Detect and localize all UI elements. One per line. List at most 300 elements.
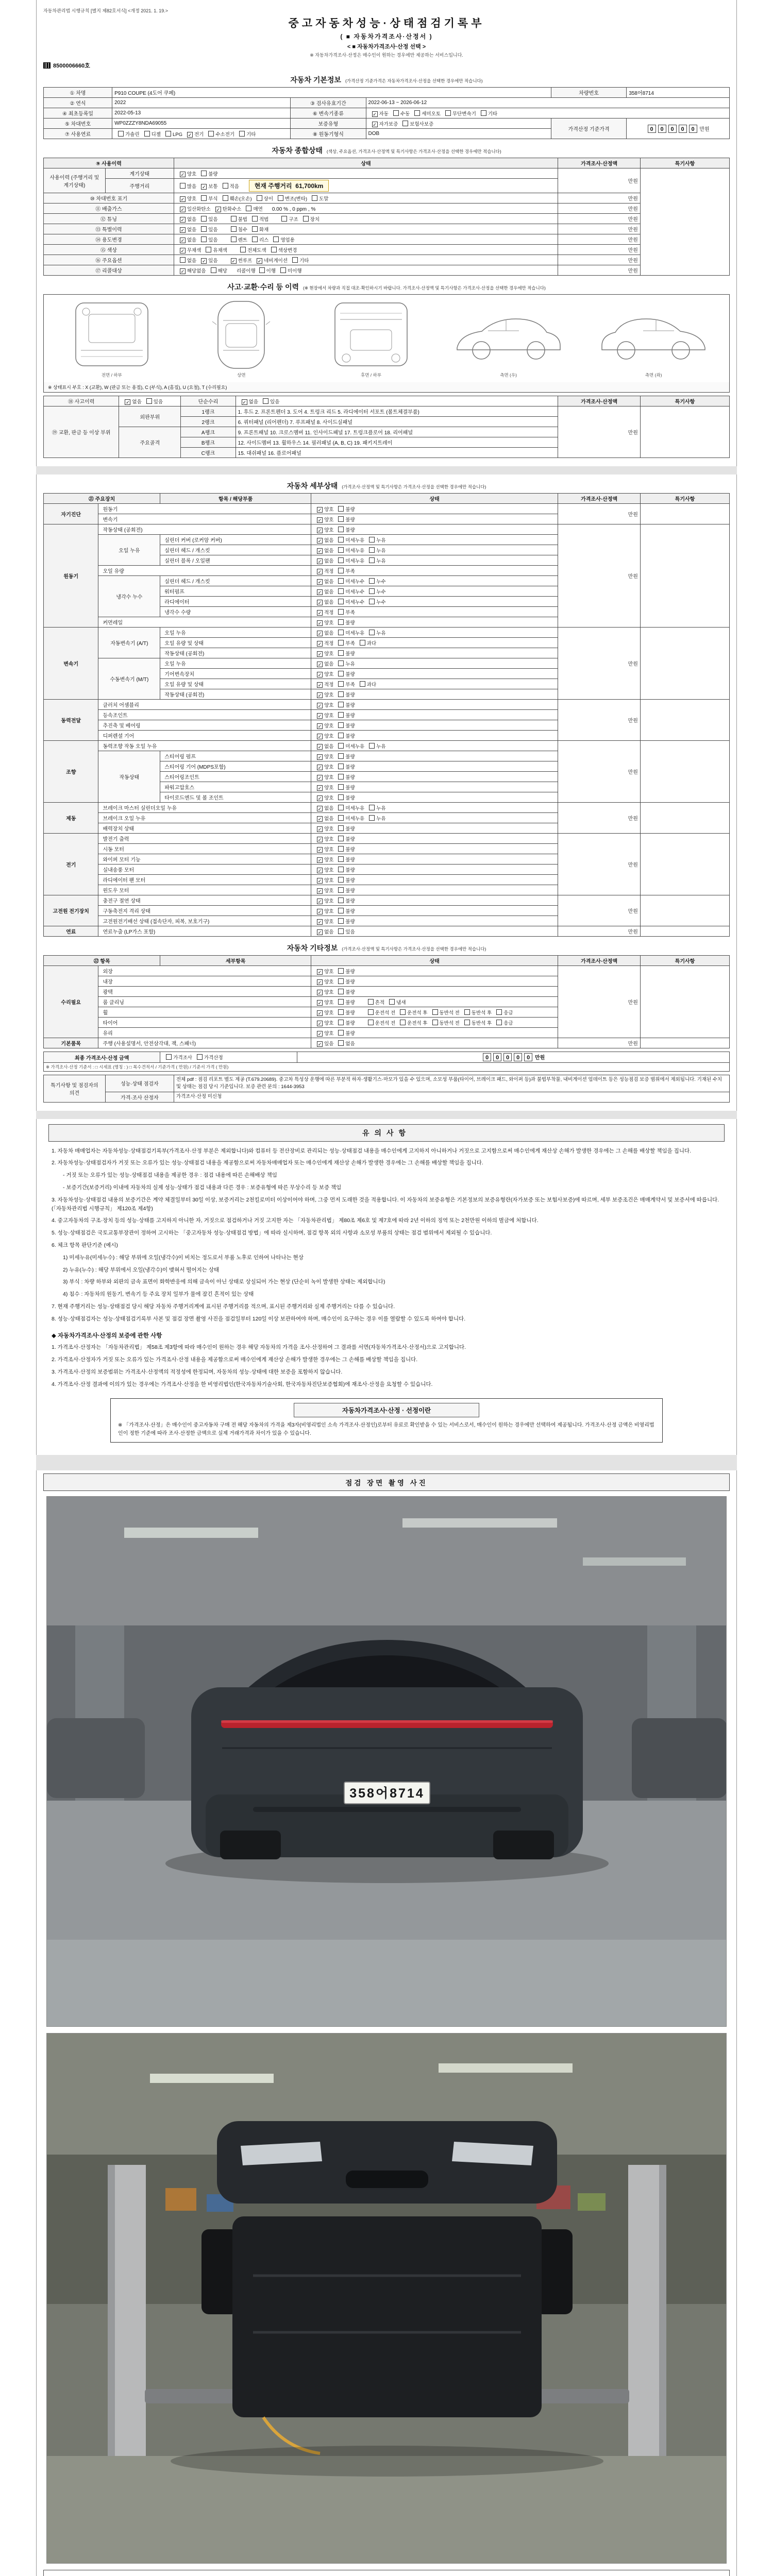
- checkbox-checked[interactable]: ✓: [317, 723, 322, 729]
- checkbox-checked[interactable]: ✓: [317, 620, 322, 626]
- device-group-label: 원동기: [44, 524, 98, 628]
- checkbox-label: 유채색: [213, 247, 227, 253]
- checkbox[interactable]: [201, 226, 207, 232]
- checkbox-label: 미이행: [288, 268, 302, 274]
- row-label: ⑮ 색상: [44, 245, 174, 255]
- checkbox[interactable]: [338, 877, 344, 883]
- checkbox-checked[interactable]: ✓: [188, 132, 192, 138]
- checkbox-label: 장치: [310, 216, 320, 223]
- col-header: 상태: [311, 956, 558, 966]
- checkbox-label: 누수: [376, 579, 386, 585]
- recall-sub-label: 리콜이행: [236, 268, 256, 274]
- checkbox[interactable]: [338, 660, 344, 666]
- checkbox[interactable]: [369, 557, 375, 563]
- frame-label: 주요골격: [119, 427, 181, 458]
- checkbox[interactable]: [360, 681, 365, 687]
- state-cell: [311, 976, 558, 987]
- checkbox[interactable]: [338, 1030, 344, 1036]
- checkbox-checked[interactable]: ✓: [373, 122, 377, 127]
- checkbox[interactable]: [278, 195, 283, 201]
- checkbox-checked[interactable]: ✓: [317, 878, 322, 884]
- checkbox-checked[interactable]: ✓: [180, 207, 185, 212]
- checkbox[interactable]: [338, 867, 344, 872]
- checkbox[interactable]: [338, 537, 344, 543]
- checkbox-label: 적정: [324, 609, 334, 616]
- checkbox[interactable]: [368, 999, 374, 1005]
- state-cell: [311, 514, 558, 524]
- checkbox[interactable]: [369, 588, 375, 594]
- checkbox-label: 운전석 전: [375, 1010, 396, 1016]
- checkbox[interactable]: [338, 846, 344, 852]
- device-group-label: 고전원 전기장치: [44, 895, 98, 926]
- final-price-basis: ※ 가격조사·산정 기준서 : □ 시세표 (명칭 : ) □ 복수견적서 / 기준가격 ( 만원) / 기준서 가격 ( 만원): [44, 1063, 730, 1072]
- final-price-cell: [297, 1052, 730, 1063]
- field-label: ② 연식: [44, 98, 112, 108]
- checkbox[interactable]: [239, 131, 245, 137]
- checkbox-checked[interactable]: ✓: [317, 929, 322, 935]
- checkbox[interactable]: [338, 671, 344, 676]
- state-cell: [174, 193, 558, 204]
- checkbox-checked[interactable]: ✓: [317, 837, 322, 842]
- checkbox[interactable]: [368, 1009, 374, 1015]
- checkbox-checked[interactable]: ✓: [242, 399, 246, 405]
- state-cell: [311, 689, 558, 700]
- checkbox-checked[interactable]: ✓: [317, 795, 322, 801]
- checkbox-checked[interactable]: ✓: [317, 919, 322, 925]
- checkbox[interactable]: [338, 516, 344, 522]
- checkbox[interactable]: [118, 131, 124, 137]
- checkbox[interactable]: [496, 1009, 502, 1015]
- note-cell: [640, 524, 729, 628]
- checkbox[interactable]: [338, 887, 344, 893]
- diagram-label: 측면 (우): [500, 372, 517, 378]
- final-price-label: 최종 가격조사·산정 금액: [44, 1052, 160, 1063]
- engine-type-value: DOB: [366, 129, 551, 139]
- checkbox[interactable]: [338, 815, 344, 821]
- price-cell: 만원: [558, 406, 641, 458]
- checkbox[interactable]: [223, 195, 228, 201]
- checkbox-checked[interactable]: ✓: [317, 631, 322, 636]
- checkbox-checked[interactable]: ✓: [257, 258, 262, 264]
- checkbox-checked[interactable]: ✓: [231, 258, 236, 264]
- checkbox-checked[interactable]: ✓: [317, 558, 322, 564]
- checkbox-checked[interactable]: ✓: [317, 775, 322, 781]
- checkbox-checked[interactable]: ✓: [317, 857, 322, 863]
- checkbox[interactable]: [338, 856, 344, 862]
- checkbox[interactable]: [197, 1054, 203, 1060]
- device-group-label: 제동: [44, 803, 98, 834]
- price-survey-select[interactable]: < ■ 자동차가격조사·산정 선택 >: [347, 44, 426, 50]
- checkbox[interactable]: [338, 722, 344, 728]
- checkbox-checked[interactable]: ✓: [317, 662, 322, 667]
- checkbox-checked[interactable]: ✓: [317, 610, 322, 616]
- final-amount-boxes: [482, 1055, 533, 1061]
- checkbox-checked[interactable]: ✓: [317, 816, 322, 822]
- notice-item: 3. 자동차성능·상태점검 내용의 보증기간은 계약 체결일부터 30일 이상, 보증거리는 2천킬로미터 이상이어야 하며, 그중 먼저 도래한 것을 적용합니다. 이 자동차의 보증유형은 기본정보의 보증유형란(자가보증 또는 보험사보증)에 따르며, 세부 보증조건은 매매계약서 및 보증서에 따릅니다. (「자동차관리법 시행규칙」 제120조 제4항): [52, 1196, 719, 1212]
- checkbox-label: 양호: [324, 517, 334, 523]
- checkbox-checked[interactable]: ✓: [180, 217, 185, 223]
- checkbox[interactable]: [273, 236, 279, 242]
- simple-repair-checks: [236, 396, 558, 406]
- checkbox[interactable]: [432, 1020, 438, 1025]
- state-cell: [174, 204, 558, 214]
- sub-group-label: 작동상태: [98, 751, 160, 803]
- checkbox[interactable]: [292, 257, 298, 263]
- checkbox-checked[interactable]: ✓: [180, 172, 185, 177]
- checkbox-checked[interactable]: ✓: [216, 207, 221, 212]
- checkbox[interactable]: [338, 989, 344, 994]
- checkbox-checked[interactable]: ✓: [317, 579, 322, 585]
- note-cell: [640, 1038, 729, 1048]
- checkbox-checked[interactable]: ✓: [180, 268, 185, 274]
- checkbox-checked[interactable]: ✓: [317, 703, 322, 708]
- notice-item: 5. 성능·상태점검은 국토교통부장관이 정하여 고시하는 「중고자동차 성능·상태점검 방법」에 따라 실시하며, 점검 항목 외의 사항과 소모성 부품의 상태는 점검 범위에서 제외될 수 있습니다.: [52, 1230, 492, 1236]
- checkbox-label: 무단변속기: [452, 111, 476, 117]
- checkbox[interactable]: [338, 743, 344, 749]
- item-label: 발전기 출력: [98, 834, 311, 844]
- checkbox[interactable]: [211, 267, 216, 273]
- checkbox[interactable]: [338, 578, 344, 584]
- checkbox-checked[interactable]: ✓: [317, 1000, 322, 1006]
- checkbox-label: 적정: [324, 682, 334, 688]
- car-front-underside-drawing: [60, 299, 163, 371]
- checkbox-checked[interactable]: ✓: [317, 765, 322, 770]
- section-accident-title: [43, 279, 730, 294]
- checkbox-checked[interactable]: ✓: [373, 111, 377, 117]
- checkbox[interactable]: [312, 195, 317, 201]
- checkbox-label: 탄화수소: [222, 206, 242, 212]
- item-label: 오일 누유: [160, 628, 311, 638]
- amount-digit-box: 0: [483, 1053, 491, 1061]
- checkbox[interactable]: [338, 784, 344, 790]
- checkbox[interactable]: [252, 236, 258, 242]
- barcode-icon: [43, 62, 51, 69]
- checkbox[interactable]: [338, 918, 344, 924]
- state-cell: [311, 865, 558, 875]
- checkbox-checked[interactable]: ✓: [317, 600, 322, 605]
- checkbox-checked[interactable]: ✓: [180, 248, 185, 253]
- checkbox[interactable]: [338, 836, 344, 841]
- checkbox-checked[interactable]: ✓: [317, 754, 322, 760]
- checkbox-checked[interactable]: ✓: [317, 744, 322, 750]
- checkbox-label: 없음: [324, 537, 334, 544]
- checkbox-checked[interactable]: ✓: [317, 672, 322, 677]
- checkbox[interactable]: [338, 1040, 344, 1046]
- checkbox-checked[interactable]: ✓: [180, 227, 185, 233]
- checkbox-checked[interactable]: ✓: [317, 806, 322, 811]
- checkbox-label: 양호: [324, 898, 334, 904]
- checkbox[interactable]: [280, 267, 286, 273]
- checkbox[interactable]: [338, 630, 344, 635]
- checkbox-checked[interactable]: ✓: [317, 785, 322, 791]
- checkbox-checked[interactable]: ✓: [317, 1031, 322, 1037]
- checkbox-checked[interactable]: ✓: [126, 399, 130, 405]
- checkbox[interactable]: [393, 110, 399, 116]
- checkbox[interactable]: [338, 733, 344, 738]
- note-cell: [640, 895, 729, 926]
- checkbox[interactable]: [338, 650, 344, 656]
- state-cell: [174, 245, 558, 255]
- checkbox[interactable]: [252, 226, 258, 232]
- checkbox[interactable]: [445, 110, 451, 116]
- checkbox[interactable]: [303, 216, 309, 222]
- checkbox[interactable]: [144, 131, 150, 137]
- checkbox[interactable]: [400, 1009, 406, 1015]
- checkbox-checked[interactable]: ✓: [317, 538, 322, 544]
- notice-item: 3. 가격조사·산정의 보증범위는 가격조사·산정액의 적정성에 한정되며, 자동차의 성능·상태에 대한 보증을 포함하지 않습니다.: [52, 1369, 343, 1376]
- checkbox-checked[interactable]: ✓: [317, 888, 322, 894]
- checkbox[interactable]: [338, 527, 344, 532]
- checkbox-label: 없음: [324, 589, 334, 595]
- checkbox-label: 불량: [345, 969, 355, 975]
- detail-state-table: [43, 493, 730, 937]
- checkbox-checked[interactable]: ✓: [317, 641, 322, 647]
- checkbox[interactable]: [231, 236, 237, 242]
- item-label: 구동축전지 격리 상태: [98, 906, 311, 916]
- checkbox[interactable]: [432, 1009, 438, 1015]
- state-cell: [311, 576, 558, 586]
- checkbox-checked[interactable]: ✓: [201, 184, 206, 190]
- checkbox[interactable]: [338, 547, 344, 553]
- checkbox[interactable]: [400, 1020, 406, 1025]
- checkbox[interactable]: [369, 537, 375, 543]
- checkbox[interactable]: [414, 110, 420, 116]
- checkbox[interactable]: [464, 1009, 470, 1015]
- checkbox[interactable]: [338, 599, 344, 604]
- checkbox[interactable]: [338, 805, 344, 810]
- checkbox-label: 네비게이션: [264, 258, 288, 264]
- checkbox-checked[interactable]: ✓: [317, 548, 322, 554]
- checkbox[interactable]: [338, 712, 344, 718]
- checkbox-checked[interactable]: ✓: [317, 589, 322, 595]
- note-cell: [640, 926, 729, 937]
- diagram-front-underside: [60, 299, 163, 378]
- checkbox[interactable]: [166, 1054, 172, 1060]
- section-overall-note: (색상, 주요옵션, 가격조사·산정액 및 특기사항은 가격조사·산정을 선택한 경우에만 적습니다): [326, 149, 501, 154]
- checkbox[interactable]: [338, 968, 344, 974]
- checkbox[interactable]: [369, 578, 375, 584]
- checkbox-label: 과다: [366, 640, 377, 647]
- checkbox-label: 불량: [345, 517, 355, 523]
- checkbox[interactable]: [231, 226, 237, 232]
- checkbox[interactable]: [263, 398, 268, 404]
- checkbox[interactable]: [338, 897, 344, 903]
- checkbox-label: 부식: [208, 196, 218, 202]
- checkbox-label: 미세누유: [345, 537, 365, 544]
- checkbox[interactable]: [369, 815, 375, 821]
- checkbox-label: 가격산정: [204, 1055, 223, 1061]
- item-label: 스티어링 펌프: [160, 751, 311, 761]
- checkbox-label: 가격조사: [173, 1055, 192, 1061]
- checkbox[interactable]: [231, 216, 237, 222]
- checkbox[interactable]: [338, 774, 344, 779]
- rank-label: B랭크: [181, 437, 236, 448]
- checkbox[interactable]: [338, 978, 344, 984]
- checkbox[interactable]: [201, 171, 207, 176]
- checkbox[interactable]: [338, 568, 344, 573]
- item-label: 룸 클리닝: [98, 997, 311, 1007]
- checkbox[interactable]: [180, 257, 186, 263]
- checkbox[interactable]: [389, 999, 395, 1005]
- rank-parts: 12. 사이드멤버 13. 휠하우스 14. 필러패널 (A, B, C) 19. 패키지트레이: [236, 437, 558, 448]
- item-label: 윈도우 모터: [98, 885, 311, 895]
- col-header: 특기사항: [640, 956, 729, 966]
- checkbox-label: 있음: [208, 227, 218, 233]
- item-label: 브레이크 마스터 실린더오일 누유: [98, 803, 311, 813]
- checkbox[interactable]: [402, 121, 408, 126]
- panel-notice: [41, 1119, 732, 1455]
- checkbox[interactable]: [481, 110, 486, 116]
- amount-digit-box: 0: [648, 125, 656, 133]
- checkbox[interactable]: [165, 131, 171, 137]
- checkbox-checked[interactable]: ✓: [317, 651, 322, 657]
- item-label: 유리: [98, 1028, 311, 1038]
- section-etc-note: (가격조사·산정액 및 특기사항은 가격조사·산정을 선택한 경우에만 적습니다): [342, 946, 486, 952]
- checkbox[interactable]: [201, 236, 207, 242]
- checkbox[interactable]: [259, 267, 265, 273]
- amount-digit-box: 0: [493, 1053, 501, 1061]
- checkbox-checked[interactable]: ✓: [317, 734, 322, 739]
- checkbox-checked[interactable]: ✓: [317, 569, 322, 574]
- price-cell: 만원: [558, 803, 641, 834]
- checkbox[interactable]: [338, 825, 344, 831]
- checkbox[interactable]: [246, 206, 251, 211]
- checkbox-checked[interactable]: ✓: [317, 909, 322, 914]
- checkbox[interactable]: [180, 183, 186, 189]
- checkbox-label: 변조(변타): [285, 196, 308, 202]
- row-group-label: ⑲ 교환, 판금 등 이상 부위: [44, 406, 119, 458]
- state-cell: [311, 926, 558, 937]
- checkbox-label: 운전석 후: [407, 1010, 428, 1016]
- checkbox[interactable]: [201, 216, 207, 222]
- checkbox-checked[interactable]: ✓: [317, 899, 322, 904]
- state-cell: [311, 710, 558, 720]
- checkbox-checked[interactable]: ✓: [180, 238, 185, 243]
- item-label: 작동상태 (공회전): [98, 524, 311, 535]
- notice-item: - 보증기간(보증거리) 이내에 자동차의 실제 성능·상태가 점검 내용과 다른 경우 : 보증유형에 따른 무상수리 등 보증 책임: [63, 1184, 342, 1191]
- checkbox[interactable]: [281, 216, 287, 222]
- checkbox[interactable]: [338, 557, 344, 563]
- checkbox[interactable]: [206, 247, 211, 252]
- checkbox[interactable]: [338, 794, 344, 800]
- checkbox[interactable]: [223, 183, 228, 189]
- checkbox-label: 양호: [324, 754, 334, 760]
- checkbox-checked[interactable]: ✓: [317, 826, 322, 832]
- checkbox[interactable]: [338, 1020, 344, 1025]
- checkbox[interactable]: [252, 216, 258, 222]
- checkbox[interactable]: [496, 1020, 502, 1025]
- checkbox[interactable]: [464, 1020, 470, 1025]
- checkbox-checked[interactable]: ✓: [201, 258, 206, 264]
- checkbox[interactable]: [369, 547, 375, 553]
- checkbox-label: 불량: [345, 733, 355, 739]
- checkbox-checked[interactable]: ✓: [317, 1041, 322, 1047]
- checkbox-label: 불량: [345, 1030, 355, 1037]
- checkbox[interactable]: [338, 609, 344, 615]
- sub-group-label: 자동변속기 (A/T): [98, 628, 160, 658]
- checkbox[interactable]: [369, 630, 375, 635]
- rank-label: A랭크: [181, 427, 236, 437]
- checkbox[interactable]: [369, 805, 375, 810]
- checkbox[interactable]: [338, 588, 344, 594]
- checkbox[interactable]: [338, 908, 344, 913]
- checkbox[interactable]: [338, 691, 344, 697]
- checkbox-checked[interactable]: ✓: [317, 1010, 322, 1016]
- remarks-table: [43, 1075, 730, 1103]
- checkbox[interactable]: [338, 702, 344, 707]
- checkbox[interactable]: [338, 681, 344, 687]
- notice-item: 1. 가격조사·산정자는 「자동차관리법」 제58조 제3항에 따라 매수인이 원하는 경우 해당 자동차의 가격을 조사·산정하여 그 결과를 서면(자동차가격조사·산정서)으로 고지합니다.: [52, 1344, 466, 1351]
- checkbox-label: 없음: [132, 399, 142, 405]
- current-mileage: 현재 주행거리 61,700km: [249, 180, 329, 192]
- item-label: 스티어링 기어 (MDPS포함): [160, 761, 311, 772]
- checkbox-checked[interactable]: ✓: [180, 196, 185, 202]
- checkbox-label: 있음: [208, 258, 218, 264]
- checkbox[interactable]: [271, 247, 277, 252]
- checkbox[interactable]: [368, 1020, 374, 1025]
- checkbox[interactable]: [338, 506, 344, 512]
- diagram-side-right: [449, 299, 568, 378]
- checkbox[interactable]: [369, 599, 375, 604]
- checkbox[interactable]: [201, 195, 207, 201]
- checkbox-checked[interactable]: ✓: [317, 979, 322, 985]
- checkbox[interactable]: [338, 753, 344, 759]
- checkbox[interactable]: [360, 640, 365, 646]
- checkbox-checked[interactable]: ✓: [317, 713, 322, 719]
- checkbox[interactable]: [338, 928, 344, 934]
- checkbox-label: 미세누유: [345, 548, 365, 554]
- state-cell: [311, 792, 558, 803]
- car-side-left-drawing: [594, 299, 713, 371]
- checkbox[interactable]: [338, 619, 344, 625]
- checkbox[interactable]: [338, 764, 344, 769]
- checkbox-label: 불량: [345, 989, 355, 995]
- signature-row: [43, 2570, 730, 2576]
- checkbox-checked[interactable]: ✓: [317, 517, 322, 523]
- state-cell: [311, 607, 558, 617]
- checkbox-label: 미세누유: [345, 630, 365, 636]
- rank-parts: 6. 쿼터패널 (리어펜더) 7. 루프패널 8. 사이드실패널: [236, 417, 558, 427]
- checkbox-label: LPG: [172, 131, 182, 138]
- checkbox-checked[interactable]: ✓: [317, 969, 322, 975]
- checkbox-label: 불량: [345, 713, 355, 719]
- item-label: 시동 모터: [98, 844, 311, 854]
- checkbox[interactable]: [146, 398, 152, 404]
- checkbox[interactable]: [369, 743, 375, 749]
- price-cell: 만원: [558, 265, 641, 276]
- fuel-checks: [112, 129, 291, 139]
- checkbox-checked[interactable]: ✓: [317, 1021, 322, 1026]
- checkbox-label: 흔적: [375, 999, 385, 1006]
- checkbox[interactable]: [338, 640, 344, 646]
- notice-item: 3) 부식 : 차량 하부와 외판의 금속 표면이 화학반응에 의해 금속이 아닌 상태로 상실되어 가는 현상 (단순히 녹이 발생한 상태는 제외합니다): [63, 1279, 385, 1285]
- checkbox[interactable]: [208, 131, 214, 137]
- checkbox-checked[interactable]: ✓: [317, 692, 322, 698]
- checkbox[interactable]: [338, 999, 344, 1005]
- checkbox[interactable]: [257, 195, 262, 201]
- checkbox-checked[interactable]: ✓: [317, 682, 322, 688]
- car-diagram-box: [43, 294, 730, 382]
- checkbox-checked[interactable]: ✓: [317, 868, 322, 873]
- checkbox[interactable]: [338, 1009, 344, 1015]
- checkbox-checked[interactable]: ✓: [317, 990, 322, 995]
- checkbox-label: 양호: [324, 527, 334, 533]
- checkbox-checked[interactable]: ✓: [317, 528, 322, 533]
- checkbox[interactable]: [240, 247, 246, 252]
- price-cell: 만원: [558, 245, 641, 255]
- checkbox-checked[interactable]: ✓: [317, 507, 322, 513]
- checkbox-checked[interactable]: ✓: [317, 847, 322, 853]
